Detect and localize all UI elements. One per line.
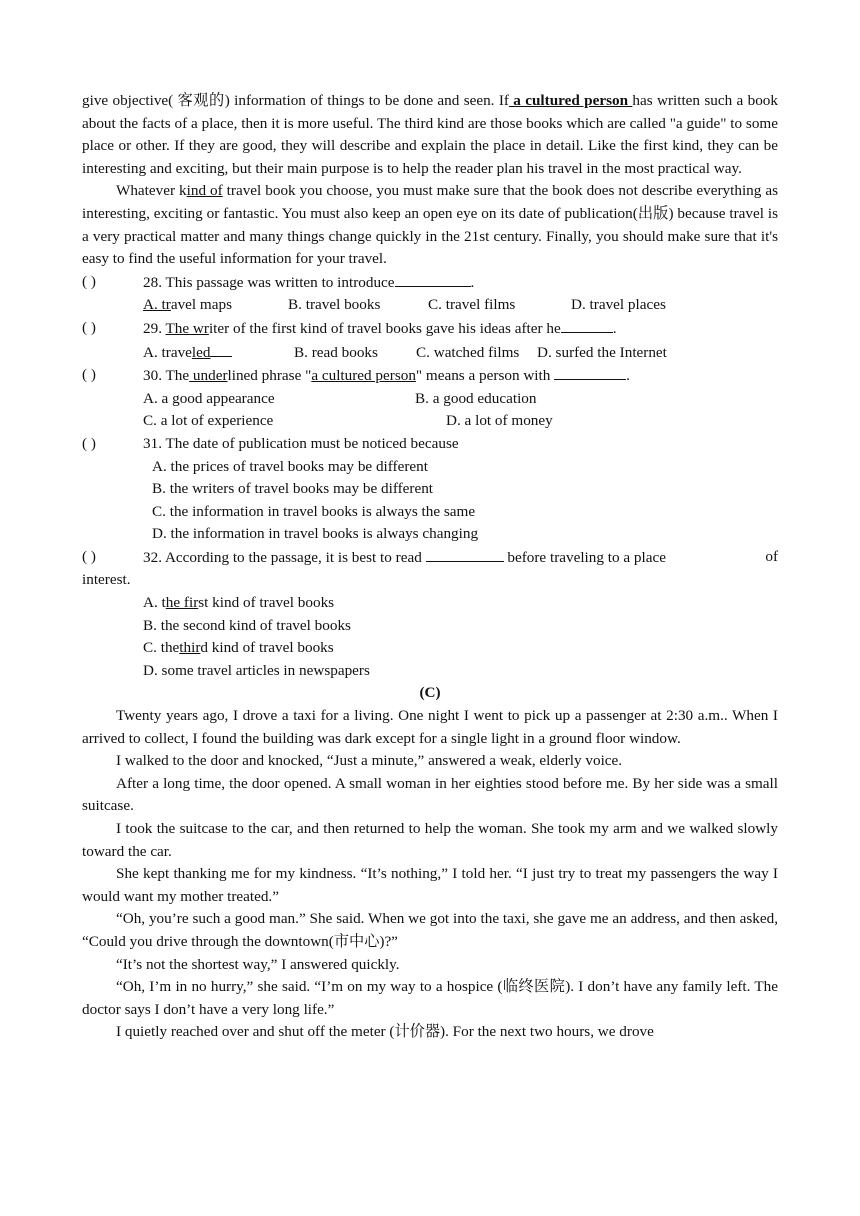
question-31: ( ) 31. The date of publication must be noticed because [82, 433, 778, 456]
question-28: ( ) 28. This passage was written to introduce . [82, 271, 778, 295]
passage-c-paragraph: “It’s not the shortest way,” I answered quickly. [116, 955, 400, 973]
option-a: A. a good appearance [143, 389, 275, 407]
question-30: ( ) 30. The underlined phrase "a cultured person" means a person with . [82, 364, 778, 388]
passage-b-paragraph-2: Whatever kind of travel book you choose, you must make sure that the book does not describe everything as interesting, exciting or fantastic. You must also keep an open eye on its date of publication(出版) because travel is a very practical matter and many things change quickly in the 21st century. Finally, you should make sure that it's easy to find the useful information for your travel. [82, 182, 778, 268]
passage-c-paragraph: “Oh, you’re such a good man.” She said. When we got into the taxi, she gave me an address, and then asked, “Could you drive through the downtown(市中心)?” [82, 910, 778, 950]
fill-blank [561, 317, 613, 333]
answer-blank[interactable]: ( ) [82, 434, 96, 452]
fill-blank [554, 364, 626, 380]
fill-blank [395, 271, 471, 287]
document-page [82, 90, 778, 1044]
passage-c-paragraph: I took the suitcase to the car, and then returned to help the woman. She took my arm and we walked slowly toward the car. [82, 820, 778, 860]
option-d: D. the information in travel books is always changing [152, 525, 479, 543]
option-d: D. travel places [571, 296, 666, 314]
option-b: B. read books [294, 343, 378, 361]
option-d: D. some travel articles in newspapers [143, 661, 370, 679]
passage-c-paragraph: “Oh, I’m in no hurry,” she said. “I’m on my way to a hospice (临终医院). I don’t have any family left. The doctor says I don’t have a very long life.” [82, 978, 778, 1018]
section-heading: (C) [419, 684, 441, 702]
answer-blank[interactable]: ( ) [82, 366, 96, 384]
option-d: D. a lot of money [446, 412, 553, 430]
option-a: A. traveled [143, 341, 294, 365]
underlined-phrase: a cultured person [508, 92, 633, 109]
option-c: C. the information in travel books is always the same [152, 502, 476, 520]
passage-b-paragraph-1: give objective( 客观的) information of things to be done and seen. If a cultured person has written such a book about the facts of a place, then it is more useful. The third kind are those books which are called "a guide" to some place or other. If they are good, they will describe and explain the place in detail. Like the first kind, they can be interesting and exciting, but their main purpose is to help the reader plan his travel in the most practical way. [82, 92, 778, 177]
question-29: ( ) 29. The writer of the first kind of travel books gave his ideas after he . [82, 317, 778, 341]
answer-blank[interactable]: ( ) [82, 547, 96, 565]
answer-blank[interactable]: ( ) [82, 272, 96, 290]
fill-blank [426, 546, 504, 562]
passage-c-paragraph: She kept thanking me for my kindness. “It’s nothing,” I told her. “I just try to treat my passengers the way I would want my mother treated.” [82, 865, 778, 905]
option-c: C. travel films [428, 296, 516, 314]
option-c: C. watched films [416, 343, 520, 361]
question-29-options [82, 341, 778, 365]
passage-c-paragraph: After a long time, the door opened. A small woman in her eighties stood before me. By her side was a small suitcase. [82, 774, 778, 815]
question-32-continued: interest. [82, 571, 131, 589]
passage-c-paragraph: Twenty years ago, I drove a taxi for a living. One night I went to pick up a passenger at 2:30 a.m.. When I arrived to collect, I found the building was dark except for a single light in a ground floor window. [82, 707, 778, 747]
question-32: ( ) 32. According to the passage, it is best to read before traveling to a place of [82, 546, 778, 570]
passage-c-paragraph: I quietly reached over and shut off the meter (计价器). For the next two hours, we drove [116, 1023, 654, 1041]
answer-blank[interactable]: ( ) [82, 318, 96, 336]
question-30-options-cd [82, 410, 778, 433]
option-a: A. the prices of travel books may be different [152, 457, 428, 475]
option-b: B. travel books [288, 296, 381, 314]
option-b: B. the second kind of travel books [143, 616, 351, 634]
option-a: A. travel maps [143, 296, 232, 314]
option-c: C. thethird kind of travel books [143, 639, 334, 657]
option-b: B. a good education [415, 389, 537, 407]
question-30-options-ab [82, 388, 778, 411]
option-b: B. the writers of travel books may be different [152, 480, 434, 498]
option-d: D. surfed the Internet [537, 343, 667, 361]
option-c: C. a lot of experience [143, 412, 274, 430]
question-28-options [82, 294, 778, 317]
passage-c-paragraph: I walked to the door and knocked, “Just a minute,” answered a weak, elderly voice. [116, 752, 623, 770]
option-a: A. the first kind of travel books [143, 594, 335, 612]
